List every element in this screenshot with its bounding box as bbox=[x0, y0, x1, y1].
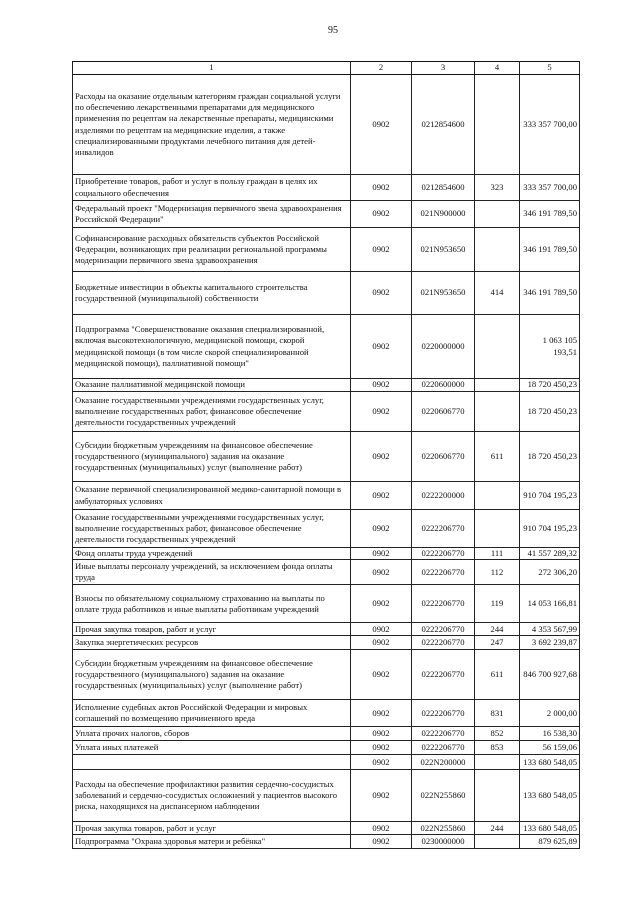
table-header-row bbox=[73, 62, 580, 75]
table-row bbox=[73, 835, 580, 849]
row-amount: 846 700 927,68 bbox=[520, 650, 580, 700]
row-target-code: 0222206770 bbox=[412, 510, 475, 548]
row-expense-type bbox=[475, 379, 520, 392]
row-expense-type: 611 bbox=[475, 432, 520, 482]
row-expense-type bbox=[475, 835, 520, 849]
header-col-2: 2 bbox=[351, 62, 412, 75]
row-name: Прочая закупка товаров, работ и услуг bbox=[73, 822, 351, 835]
row-amount: 18 720 450,23 bbox=[520, 432, 580, 482]
row-name: Федеральный проект "Модернизация первичного звена здравоохранения Российской Федерации" bbox=[73, 201, 351, 228]
row-expense-type bbox=[475, 755, 520, 770]
row-target-code: 0222206770 bbox=[412, 585, 475, 623]
table-row bbox=[73, 548, 580, 560]
row-expense-type bbox=[475, 770, 520, 822]
row-target-code: 021N953650 bbox=[412, 272, 475, 315]
row-section: 0902 bbox=[351, 623, 412, 636]
row-target-code: 0222206770 bbox=[412, 741, 475, 755]
row-amount: 56 159,06 bbox=[520, 741, 580, 755]
row-amount: 2 000,00 bbox=[520, 700, 580, 727]
row-section: 0902 bbox=[351, 560, 412, 585]
row-section: 0902 bbox=[351, 175, 412, 201]
row-target-code: 022N200000 bbox=[412, 755, 475, 770]
row-amount: 910 704 195,23 bbox=[520, 510, 580, 548]
row-name: Иные выплаты персоналу учреждений, за исключением фонда оплаты труда bbox=[73, 560, 351, 585]
table-row bbox=[73, 201, 580, 228]
row-name: Расходы на обеспечение профилактики развития сердечно-сосудистых заболеваний и сердечно-сосудистых осложнений у пациентов высокого риска, находящихся на диспансерном наблюдении bbox=[73, 770, 351, 822]
row-target-code: 0222200000 bbox=[412, 482, 475, 510]
row-amount: 346 191 789,50 bbox=[520, 201, 580, 228]
row-name: Приобретение товаров, работ и услуг в пользу граждан в целях их социального обеспечения bbox=[73, 175, 351, 201]
row-amount: 272 306,20 bbox=[520, 560, 580, 585]
row-target-code: 0222206770 bbox=[412, 636, 475, 650]
table-row bbox=[73, 510, 580, 548]
row-expense-type: 244 bbox=[475, 623, 520, 636]
row-amount: 333 357 700,00 bbox=[520, 175, 580, 201]
row-amount: 4 353 567,99 bbox=[520, 623, 580, 636]
row-amount: 133 680 548,05 bbox=[520, 755, 580, 770]
row-section: 0902 bbox=[351, 228, 412, 272]
row-name: Оказание государственными учреждениями государственных услуг, выполнение государственных работ, финансовое обеспечение деятельности государственных учреждений bbox=[73, 392, 351, 432]
row-name: Исполнение судебных актов Российской Федерации и мировых соглашений по возмещению причиненного вреда bbox=[73, 700, 351, 727]
row-target-code: 0222206770 bbox=[412, 623, 475, 636]
row-expense-type bbox=[475, 75, 520, 175]
row-expense-type: 247 bbox=[475, 636, 520, 650]
table-row bbox=[73, 741, 580, 755]
row-expense-type: 611 bbox=[475, 650, 520, 700]
row-section: 0902 bbox=[351, 482, 412, 510]
row-name: Софинансирование расходных обязательств субъектов Российской Федерации, возникающих при реализации региональной программы модернизации первичного звена здравоохранения bbox=[73, 228, 351, 272]
table-row bbox=[73, 770, 580, 822]
row-target-code: 0220606770 bbox=[412, 432, 475, 482]
row-name: Подпрограмма "Охрана здоровья матери и ребёнка" bbox=[73, 835, 351, 849]
row-section: 0902 bbox=[351, 379, 412, 392]
row-section: 0902 bbox=[351, 75, 412, 175]
row-name: Уплата иных платежей bbox=[73, 741, 351, 755]
table-row bbox=[73, 75, 580, 175]
row-expense-type: 119 bbox=[475, 585, 520, 623]
row-section: 0902 bbox=[351, 272, 412, 315]
row-section: 0902 bbox=[351, 201, 412, 228]
row-section: 0902 bbox=[351, 700, 412, 727]
row-section: 0902 bbox=[351, 510, 412, 548]
row-section: 0902 bbox=[351, 650, 412, 700]
header-col-5: 5 bbox=[520, 62, 580, 75]
table-row bbox=[73, 392, 580, 432]
budget-table bbox=[72, 61, 580, 849]
row-target-code: 0222206770 bbox=[412, 560, 475, 585]
table-row bbox=[73, 175, 580, 201]
row-amount: 133 680 548,05 bbox=[520, 822, 580, 835]
row-target-code: 022N255860 bbox=[412, 770, 475, 822]
row-name bbox=[73, 755, 351, 770]
table-row bbox=[73, 700, 580, 727]
row-target-code: 0222206770 bbox=[412, 700, 475, 727]
row-amount: 3 692 239,87 bbox=[520, 636, 580, 650]
row-section: 0902 bbox=[351, 585, 412, 623]
row-target-code: 021N900000 bbox=[412, 201, 475, 228]
row-expense-type: 831 bbox=[475, 700, 520, 727]
header-col-1: 1 bbox=[73, 62, 351, 75]
header-col-3: 3 bbox=[412, 62, 475, 75]
row-name: Прочая закупка товаров, работ и услуг bbox=[73, 623, 351, 636]
row-section: 0902 bbox=[351, 636, 412, 650]
row-expense-type: 853 bbox=[475, 741, 520, 755]
row-section: 0902 bbox=[351, 548, 412, 560]
row-target-code: 0230000000 bbox=[412, 835, 475, 849]
row-name: Субсидии бюджетным учреждениям на финансовое обеспечение государственного (муниципального) задания на оказание государственных (муниципальных) услуг (выполнение работ) bbox=[73, 650, 351, 700]
row-amount: 133 680 548,05 bbox=[520, 770, 580, 822]
row-target-code: 0212854600 bbox=[412, 75, 475, 175]
table-row bbox=[73, 822, 580, 835]
row-section: 0902 bbox=[351, 770, 412, 822]
table-row bbox=[73, 650, 580, 700]
row-section: 0902 bbox=[351, 835, 412, 849]
row-target-code: 021N953650 bbox=[412, 228, 475, 272]
row-target-code: 0222206770 bbox=[412, 727, 475, 741]
row-amount: 16 538,30 bbox=[520, 727, 580, 741]
row-amount: 346 191 789,50 bbox=[520, 272, 580, 315]
row-amount: 1 063 105 193,51 bbox=[520, 315, 580, 379]
row-name: Подпрограмма "Совершенствование оказания специализированной, включая высокотехнологичную, медицинской помощи, скорой медицинской помощи (в том числе скорой специализированной медицинской помощи), паллиативной помощи" bbox=[73, 315, 351, 379]
page-number: 95 bbox=[328, 25, 338, 36]
row-section: 0902 bbox=[351, 755, 412, 770]
table-row bbox=[73, 432, 580, 482]
row-amount: 910 704 195,23 bbox=[520, 482, 580, 510]
row-name: Оказание государственными учреждениями государственных услуг, выполнение государственных работ, финансовое обеспечение деятельности государственных учреждений bbox=[73, 510, 351, 548]
row-name: Взносы по обязательному социальному страхованию на выплаты по оплате труда работников и иные выплаты работникам учреждений bbox=[73, 585, 351, 623]
row-section: 0902 bbox=[351, 741, 412, 755]
row-target-code: 0222206770 bbox=[412, 650, 475, 700]
table-row bbox=[73, 560, 580, 585]
row-name: Расходы на оказание отдельным категориям граждан социальной услуги по обеспечению лекарственными препаратами для медицинского применения по рецептам на лекарственные препараты, медицинскими изделиями по рецептам на медицинские изделия, а также специализированными продуктами лечебного питания для детей-инвалидов bbox=[73, 75, 351, 175]
row-name: Оказание первичной специализированной медико-санитарной помощи в амбулаторных условиях bbox=[73, 482, 351, 510]
row-name: Уплата прочих налогов, сборов bbox=[73, 727, 351, 741]
row-target-code: 0220606770 bbox=[412, 392, 475, 432]
row-expense-type: 244 bbox=[475, 822, 520, 835]
row-expense-type: 112 bbox=[475, 560, 520, 585]
table-body bbox=[73, 75, 580, 849]
table-row bbox=[73, 315, 580, 379]
row-expense-type: 852 bbox=[475, 727, 520, 741]
row-expense-type bbox=[475, 510, 520, 548]
table-row bbox=[73, 727, 580, 741]
row-amount: 18 720 450,23 bbox=[520, 379, 580, 392]
row-target-code: 0220600000 bbox=[412, 379, 475, 392]
row-amount: 41 557 289,32 bbox=[520, 548, 580, 560]
row-section: 0902 bbox=[351, 822, 412, 835]
row-expense-type: 323 bbox=[475, 175, 520, 201]
row-name: Закупка энергетических ресурсов bbox=[73, 636, 351, 650]
row-expense-type bbox=[475, 228, 520, 272]
row-target-code: 0212854600 bbox=[412, 175, 475, 201]
row-section: 0902 bbox=[351, 432, 412, 482]
row-name: Оказание паллиативной медицинской помощи bbox=[73, 379, 351, 392]
row-expense-type bbox=[475, 315, 520, 379]
row-amount: 14 053 166,81 bbox=[520, 585, 580, 623]
table-row bbox=[73, 482, 580, 510]
row-expense-type bbox=[475, 201, 520, 228]
header-col-4: 4 bbox=[475, 62, 520, 75]
table-row bbox=[73, 228, 580, 272]
table-row bbox=[73, 623, 580, 636]
row-target-code: 0220000000 bbox=[412, 315, 475, 379]
row-name: Субсидии бюджетным учреждениям на финансовое обеспечение государственного (муниципального) задания на оказание государственных (муниципальных) услуг (выполнение работ) bbox=[73, 432, 351, 482]
row-target-code: 0222206770 bbox=[412, 548, 475, 560]
row-section: 0902 bbox=[351, 315, 412, 379]
row-expense-type: 111 bbox=[475, 548, 520, 560]
row-expense-type bbox=[475, 392, 520, 432]
row-section: 0902 bbox=[351, 727, 412, 741]
table-row bbox=[73, 272, 580, 315]
row-amount: 879 625,89 bbox=[520, 835, 580, 849]
row-target-code: 022N255860 bbox=[412, 822, 475, 835]
table-row bbox=[73, 585, 580, 623]
row-expense-type: 414 bbox=[475, 272, 520, 315]
row-amount: 333 357 700,00 bbox=[520, 75, 580, 175]
row-name: Бюджетные инвестиции в объекты капитального строительства государственной (муниципальной) собственности bbox=[73, 272, 351, 315]
table-row bbox=[73, 379, 580, 392]
table-row bbox=[73, 755, 580, 770]
row-amount: 346 191 789,50 bbox=[520, 228, 580, 272]
row-expense-type bbox=[475, 482, 520, 510]
table-row bbox=[73, 636, 580, 650]
row-section: 0902 bbox=[351, 392, 412, 432]
row-name: Фонд оплаты труда учреждений bbox=[73, 548, 351, 560]
row-amount: 18 720 450,23 bbox=[520, 392, 580, 432]
